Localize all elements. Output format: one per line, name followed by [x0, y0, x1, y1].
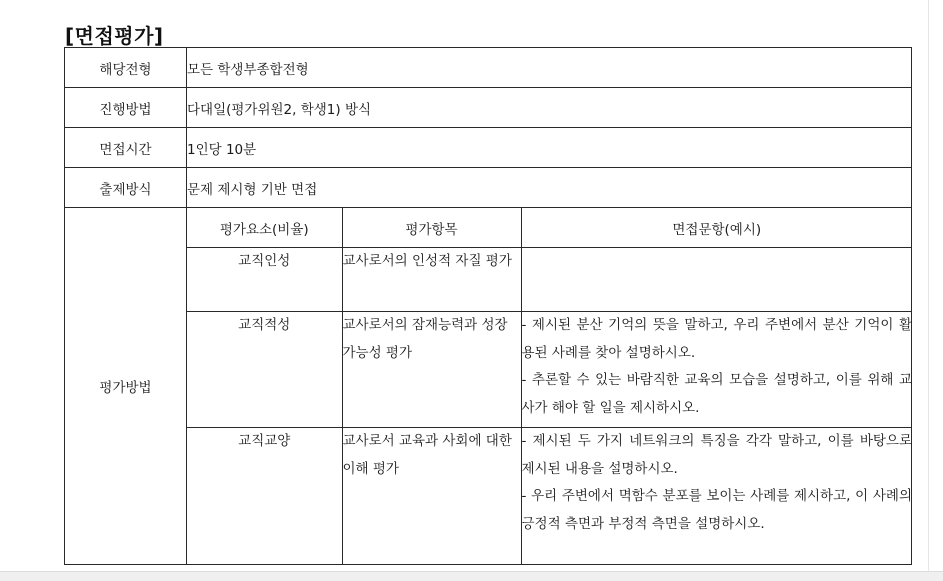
method-row — [187, 248, 912, 312]
question-text: - 제시된 분산 기억의 뜻을 말하고, 우리 주변에서 분산 기억이 활용된 사례를 찾아 설명하시오. — [521, 317, 912, 361]
header-factor: 평가요소(비율) — [219, 221, 309, 238]
header-item: 평가항목 — [342, 208, 521, 248]
question-text: - 추론할 수 있는 바람직한 교육의 모습을 설명하고, 이를 위해 교사가 해야 할 일을 제시하시오. — [521, 372, 912, 416]
factor-cell: 교직교양 — [187, 428, 342, 564]
table-row — [65, 88, 912, 128]
factor-cell: 교직인성 — [187, 248, 342, 312]
row-value: 문제 제시형 기반 면접 — [187, 168, 912, 208]
table-row — [65, 168, 912, 208]
factor-cell: 교직적성 — [187, 312, 342, 428]
question-cell — [521, 248, 912, 312]
row-label: 해당전형 — [65, 48, 187, 88]
row-label: 출제방식 — [65, 168, 187, 208]
question-text: - 제시된 두 가지 네트워크의 특징을 각각 말하고, 이를 바탕으로 제시된 내용을 설명하시오. — [521, 433, 912, 477]
table-row-method — [65, 208, 912, 565]
question-cell — [521, 312, 912, 428]
section-heading: [면접평가] — [65, 24, 164, 48]
row-value: 다대일(평가위원2, 학생1) 방식 — [187, 88, 912, 128]
method-detail-table — [187, 208, 912, 564]
item-cell: 교사로서의 인성적 자질 평가 — [342, 248, 521, 312]
table-row — [65, 128, 912, 168]
question-cell — [521, 428, 912, 564]
row-label: 진행방법 — [65, 88, 187, 128]
method-row — [187, 428, 912, 564]
method-header-row — [187, 208, 912, 248]
row-value: 모든 학생부종합전형 — [187, 48, 912, 88]
window-edge-right — [928, 0, 929, 580]
interview-evaluation-table — [64, 47, 912, 565]
method-label: 평가방법 — [65, 208, 187, 565]
item-cell: 교사로서의 잠재능력과 성장가능성 평가 — [342, 312, 521, 428]
method-detail-cell — [187, 208, 912, 565]
row-value: 1인당 10분 — [187, 128, 912, 168]
header-question: 면접문항(예시) — [521, 208, 912, 248]
method-row — [187, 312, 912, 428]
table-row — [65, 48, 912, 88]
item-cell: 교사로서 교육과 사회에 대한 이해 평가 — [342, 428, 521, 564]
row-label: 면접시간 — [65, 128, 187, 168]
question-text: - 우리 주변에서 멱함수 분포를 보이는 사례를 제시하고, 이 사례의 긍정적 측면과 부정적 측면을 설명하시오. — [521, 488, 912, 532]
